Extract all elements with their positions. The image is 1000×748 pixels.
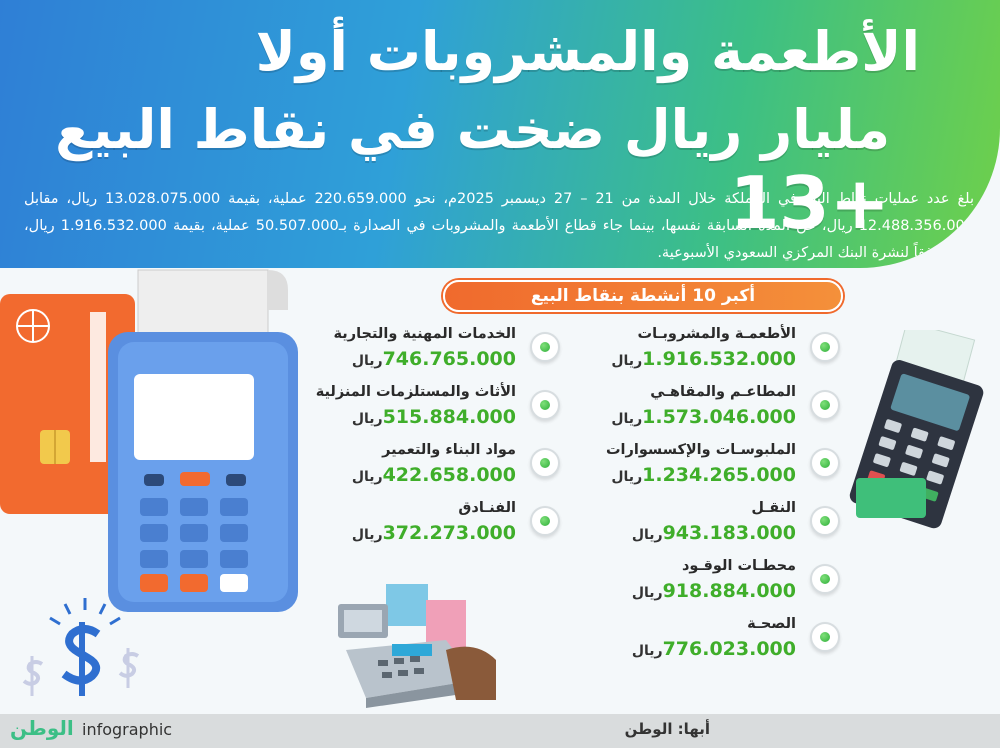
header-banner bbox=[0, 0, 1000, 268]
pos-terminal-illustration bbox=[0, 262, 330, 622]
list-item bbox=[610, 500, 840, 550]
title-line-2-number: +13 bbox=[729, 161, 890, 245]
infographic-label: infographic bbox=[82, 720, 173, 739]
list-item bbox=[610, 384, 840, 434]
currency-label: ريال bbox=[351, 353, 383, 369]
activity-value bbox=[607, 464, 796, 486]
currency-label: ريال bbox=[631, 643, 663, 659]
activity-amount: 515.884.000 bbox=[382, 406, 516, 428]
activity-amount: 1.573.046.000 bbox=[642, 406, 796, 428]
list-item bbox=[330, 326, 560, 376]
activity-value bbox=[348, 348, 516, 370]
brand-logo: الوطن bbox=[10, 716, 74, 740]
currency-label: ريال bbox=[351, 469, 383, 485]
bullet-icon bbox=[530, 448, 560, 478]
activity-amount: 746.765.000 bbox=[382, 348, 516, 370]
activity-value bbox=[607, 406, 796, 428]
left-list bbox=[315, 326, 560, 576]
activity-label: الصحـة bbox=[747, 616, 796, 632]
bullet-icon bbox=[810, 390, 840, 420]
activity-value bbox=[628, 638, 796, 660]
currency-label: ريال bbox=[611, 353, 643, 369]
activity-value bbox=[628, 522, 796, 544]
title-line-1: الأطعمة والمشروبات أولا bbox=[255, 20, 920, 83]
activity-label: الفنـادق bbox=[458, 500, 516, 516]
title-line-2-text: مليار ريال ضخت في نقاط البيع bbox=[55, 98, 890, 161]
list-item bbox=[610, 326, 840, 376]
currency-label: ريال bbox=[631, 585, 663, 601]
bullet-icon bbox=[810, 564, 840, 594]
activity-label: الخدمات المهنية والتجارية bbox=[333, 326, 516, 342]
activity-value bbox=[348, 522, 516, 544]
bullet-icon bbox=[530, 390, 560, 420]
activity-label: الملبوسـات والإكسسوارات bbox=[605, 442, 796, 458]
list-item bbox=[605, 442, 840, 492]
currency-label: ريال bbox=[351, 527, 383, 543]
bullet-icon bbox=[810, 506, 840, 536]
activity-label: الأطعمـة والمشروبـات bbox=[637, 326, 796, 342]
activity-amount: 943.183.000 bbox=[662, 522, 796, 544]
activity-amount: 1.234.265.000 bbox=[642, 464, 796, 486]
activity-value bbox=[348, 464, 516, 486]
list-item bbox=[610, 558, 840, 608]
activity-amount: 422.658.000 bbox=[382, 464, 516, 486]
activity-value bbox=[607, 348, 796, 370]
currency-label: ريال bbox=[611, 411, 643, 427]
currency-label: ريال bbox=[351, 411, 383, 427]
list-item bbox=[330, 442, 560, 492]
footer-bar bbox=[0, 714, 1000, 748]
activity-value bbox=[628, 580, 796, 602]
bullet-icon bbox=[810, 448, 840, 478]
activity-label: مواد البناء والتعمير bbox=[382, 442, 516, 458]
list-item bbox=[330, 500, 560, 550]
list-item bbox=[315, 384, 560, 434]
bullet-icon bbox=[530, 506, 560, 536]
activity-value bbox=[348, 406, 516, 428]
bullet-icon bbox=[810, 622, 840, 652]
activity-label: محطـات الوقـود bbox=[681, 558, 796, 574]
intro-paragraph: بلغ عدد عمليات نقاط البيع في المملكة خلال المدة من 21 – 27 ديسمبر 2025م، نحو 220.659.000 عملية، بقيمة 13.028.075.000 ريال، مقابل 12.488.356.000 ريال، عن المدة السابقة نفسها، بينما جاء قطاع الأطعمة والمشروبات في الصدارة بـ50.507.000 عملية، بقيمة 1.916.532.000 ريال، وذلك وفقاً لنشرة البنك المركزي السعودي الأسبوعية. bbox=[24, 191, 974, 261]
dollar-icon bbox=[20, 596, 150, 706]
right-list bbox=[600, 326, 840, 696]
activity-label: النقـل bbox=[751, 500, 796, 516]
activity-amount: 776.023.000 bbox=[662, 638, 796, 660]
source-credit: أبها: الوطن bbox=[624, 720, 710, 738]
activity-amount: 372.273.000 bbox=[382, 522, 516, 544]
activity-label: المطاعـم والمقاهـي bbox=[650, 384, 796, 400]
top-ten-banner: أكبر 10 أنشطة بنقاط البيع bbox=[443, 280, 843, 312]
cash-register-illustration bbox=[326, 580, 506, 710]
card-reader-illustration bbox=[848, 330, 993, 530]
currency-label: ريال bbox=[631, 527, 663, 543]
bullet-icon bbox=[810, 332, 840, 362]
currency-label: ريال bbox=[611, 469, 643, 485]
bullet-icon bbox=[530, 332, 560, 362]
activity-amount: 1.916.532.000 bbox=[642, 348, 796, 370]
activity-label: الأثاث والمستلزمات المنزلية bbox=[315, 384, 516, 400]
list-item bbox=[610, 616, 840, 666]
activity-amount: 918.884.000 bbox=[662, 580, 796, 602]
